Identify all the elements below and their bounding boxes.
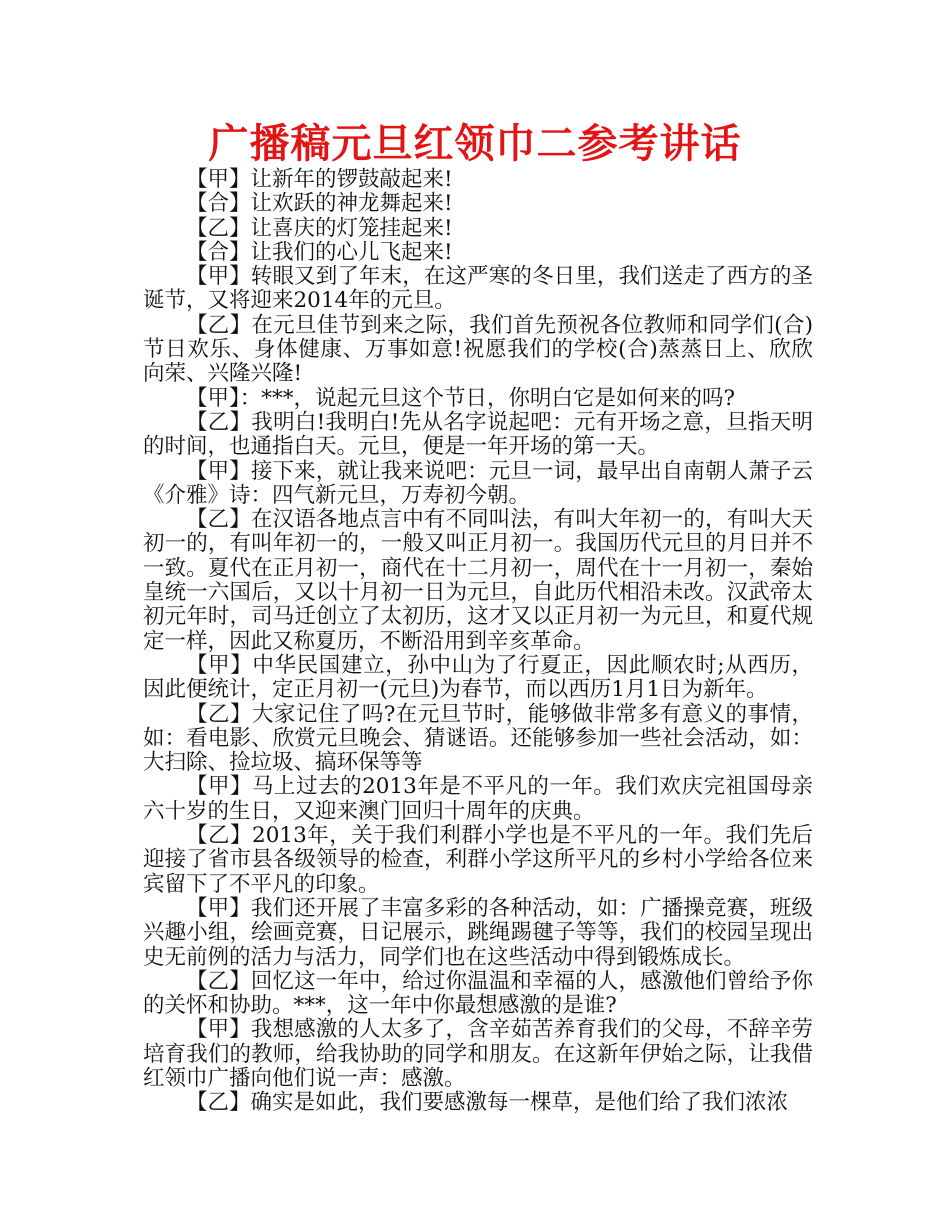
paragraph: 【甲】让新年的锣鼓敲起来!	[186, 167, 453, 192]
paragraph: 【乙】在元旦佳节到来之际，我们首先预祝各位教师和同学们(合)节日欢乐、身体健康、万事如意!祝愿我们的学校(合)蒸蒸日上、欣欣向荣、兴隆兴隆!	[143, 312, 813, 387]
paragraph: 【乙】我明白!我明白!先从名字说起吧：元有开场之意，旦指天明的时间，也通指白天。元旦，便是一年开场的第一天。	[143, 409, 813, 460]
paragraph: 【乙】回忆这一年中，给过你温温和幸福的人，感激他们曾给予你的关怀和协助。***，这一年中你最想感激的是谁?	[143, 968, 813, 1019]
paragraph: 【甲】中华民国建立，孙中山为了行夏正，因此顺农时;从西历，因此便统计，定正月初一(元旦)为春节，而以西历1月1日为新年。	[143, 652, 813, 703]
paragraph: 【乙】确实是如此，我们要感激每一棵草，是他们给了我们浓浓	[186, 1090, 789, 1116]
paragraph: 【乙】让喜庆的灯笼挂起来!	[186, 215, 453, 241]
paragraph: 【合】让欢跃的神龙舞起来!	[186, 191, 453, 217]
paragraph: 【甲】马上过去的2013年是不平凡的一年。我们欢庆完祖国母亲六十岁的生日，又迎来澳门回归十周年的庆典。	[143, 774, 813, 824]
document-title: 广播稿元旦红领巾二参考讲话	[208, 121, 742, 167]
paragraph: 【甲】转眼又到了年末，在这严寒的冬日里，我们送走了西方的圣诞节，又将迎来2014年的元旦。	[143, 264, 813, 314]
paragraph: 【甲】我们还开展了丰富多彩的各种活动，如：广播操竞赛，班级兴趣小组，绘画竞赛，日记展示，跳绳踢毽子等等，我们的校园呈现出史无前例的活力与活力，同学们也在这些活动中得到锻炼成长。	[143, 895, 813, 970]
paragraph: 【甲】：***，说起元旦这个节日，你明白它是如何来的吗?	[186, 385, 736, 411]
paragraph: 【甲】接下来，就让我来说吧：元旦一词，最早出自南朝人萧子云《介雅》诗：四气新元旦，万寿初今朝。	[143, 458, 813, 508]
paragraph: 【甲】我想感激的人太多了，含辛茹苦养育我们的父母，不辞辛劳培育我们的教师，给我协助的同学和朋友。在这新年伊始之际，让我借红领巾广播向他们说一声：感激。	[143, 1017, 813, 1091]
paragraph: 【乙】在汉语各地点言中有不同叫法，有叫大年初一的，有叫大天初一的，有叫年初一的，一般又叫正月初一。我国历代元旦的月日并不一致。夏代在正月初一，商代在十二月初一，周代在十一月初一，秦始皇统一六国后，又以十月初一日为元旦，自此历代相沿未改。汉武帝太初元年时，司马迁创立了太初历，这才又以正月初一为元旦，和夏代规定一样，因此又称夏历，不断沿用到辛亥革命。	[143, 507, 813, 654]
paragraph: 【乙】2013年，关于我们利群小学也是不平凡的一年。我们先后迎接了省市县各级领导的检查，利群小学这所平凡的乡村小学给各位来宾留下了不平凡的印象。	[143, 823, 813, 897]
document-body	[143, 168, 813, 1116]
paragraph: 【乙】大家记住了吗?在元旦节时，能够做非常多有意义的事情，如：看电影、欣赏元旦晚会、猜谜语。还能够参加一些社会活动，如：大扫除、捡垃圾、搞环保等等	[143, 701, 813, 776]
paragraph: 【合】让我们的心儿飞起来!	[186, 239, 453, 265]
